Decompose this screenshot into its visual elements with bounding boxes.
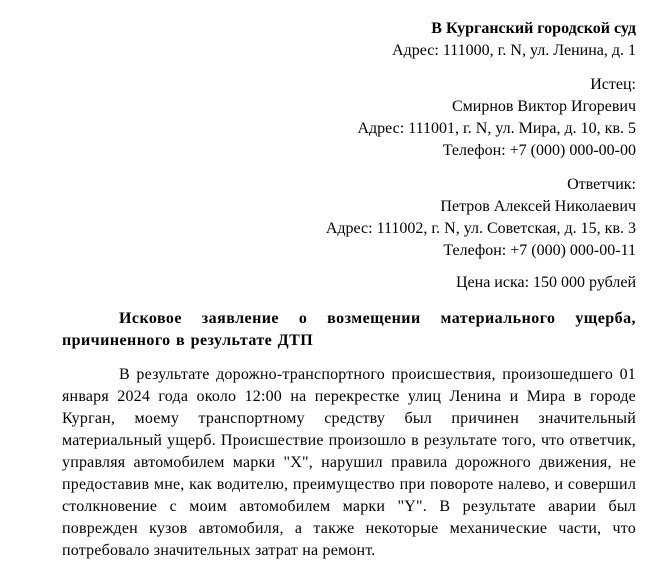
plaintiff-address: Адрес: 111001, г. N, ул. Мира, д. 10, кв. 5	[357, 120, 636, 137]
plaintiff-name: Смирнов Виктор Игоревич	[451, 98, 636, 115]
document-title: Исковое заявление о возмещении материального ущерба, причиненного в результате ДТП	[62, 310, 636, 349]
defendant-address: Адрес: 111002, г. N, ул. Советская, д. 15, кв. 3	[325, 220, 636, 237]
spacer	[62, 62, 636, 74]
plaintiff-label: Истец:	[590, 76, 636, 93]
plaintiff-phone: Телефон: +7 (000) 000-00-00	[442, 142, 636, 159]
claim-price: Цена иска: 150 000 рублей	[455, 274, 636, 291]
spacer	[62, 162, 636, 174]
document-header	[62, 18, 636, 294]
spacer	[62, 262, 636, 272]
defendant-phone: Телефон: +7 (000) 000-00-11	[443, 242, 636, 259]
court-name: В Курганский городской суд	[431, 20, 636, 37]
defendant-label: Ответчик:	[567, 176, 636, 193]
court-address: Адрес: 111000, г. N, ул. Ленина, д. 1	[392, 42, 636, 59]
defendant-name: Петров Алексей Николаевич	[440, 198, 636, 215]
document-body: В результате дорожно-транспортного происшествия, произошедшего 01 января 2024 года около 12:00 на перекрестке улиц Ленина и Мира в городе Курган, моему транспортному средству был причинен значительный материальный ущерб. Происшествие произошло в результате того, что ответчик, управляя автомобилем марки "X", нарушил правила дорожного движения, не предоставив мне, как водителю, преимущество при повороте налево, и совершил столкновение с моим автомобилем марки "Y". В результате аварии был поврежден кузов автомобиля, а также некоторые механические части, что потребовало значительных затрат на ремонт.	[62, 366, 636, 559]
